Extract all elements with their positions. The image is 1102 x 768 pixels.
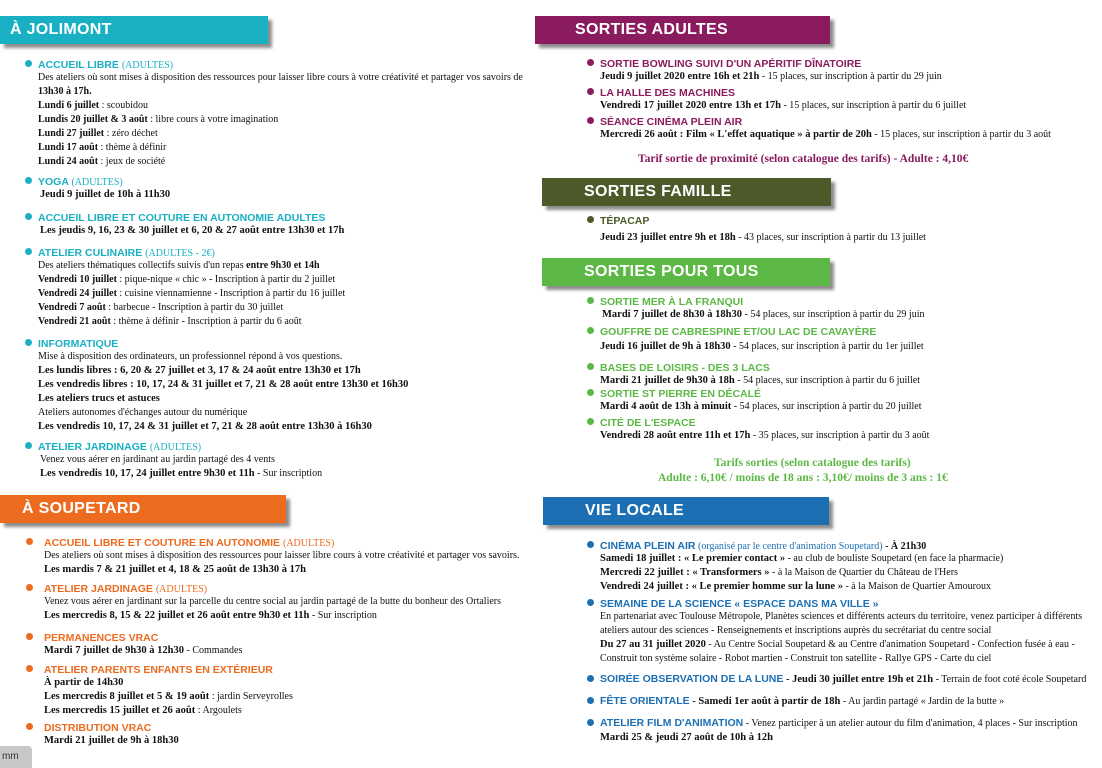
bullet-icon	[26, 633, 33, 640]
sortie-tous-date: Mardi 21 juillet de 9h30 à 18h - 54 places, sur inscription à partir du 6 juillet	[600, 375, 920, 386]
bullet-icon	[25, 177, 32, 184]
bullet-icon	[587, 59, 594, 66]
list-item: Lundi 6 juillet : scoubidou	[38, 100, 149, 111]
informatique-section	[38, 338, 408, 434]
cinema-title: CINÉMA PLEIN AIR (organisé par le centre d'animation Soupetard) - À 21h30	[600, 540, 1086, 552]
vrac-date: Mardi 7 juillet de 9h30 à 12h30 - Commandes	[44, 645, 243, 656]
list-item: Vendredi 7 août : barbecue - Inscription à partir du 30 juillet	[38, 302, 284, 313]
sortie-date: Jeudi 9 juillet 2020 entre 16h et 21h - 15 places, sur inscription à partir du 29 juin	[600, 71, 942, 82]
yoga-section	[38, 176, 170, 202]
tepacap-title: TÉPACAP	[600, 215, 926, 227]
sortie-tous-title: CITÉ DE L'ESPACE	[600, 417, 929, 429]
informatique-line: Ateliers autonomes d'échanges autour du numérique	[38, 407, 248, 418]
sorties-adultes-heading: SORTIES ADULTES	[535, 16, 830, 44]
sorties-tous-heading: SORTIES POUR TOUS	[542, 258, 830, 286]
couture-jolimont-title: ACCUEIL LIBRE ET COUTURE EN AUTONOMIE ADULTES	[38, 212, 344, 224]
bullet-icon	[587, 363, 594, 370]
fete-line: FÊTE ORIENTALE - Samedi 1er août à partir de 18h - Au jardin partagé « Jardin de la butte »	[600, 694, 1086, 709]
footer-tab: mm	[0, 746, 32, 768]
cinema-item: Vendredi 24 juillet : « Le premier homme sur la lune » - à la Maison de Quartier Amouroux	[600, 581, 991, 592]
list-item: Lundi 17 août : thème à définir	[38, 142, 167, 153]
sorties-tous-section	[600, 296, 929, 443]
sortie-title: SÉANCE CINÉMA PLEIN AIR	[600, 116, 1051, 128]
informatique-line: Les vendredis libres : 10, 17, 24 & 31 juillet et 7, 21 & 28 août entre 13h30 et 16h30	[38, 379, 409, 390]
jardinage-soupetard-date: Les mercredis 8, 15 & 22 juillet et 26 août entre 9h30 et 11h - Sur inscription	[44, 610, 377, 621]
vie-locale-section	[600, 540, 1086, 745]
tepacap-date: Jeudi 23 juillet entre 9h et 18h - 43 places, sur inscription à partir du 13 juillet	[600, 232, 926, 243]
bullet-icon	[587, 389, 594, 396]
bullet-icon	[587, 216, 594, 223]
bullet-icon	[587, 88, 594, 95]
science-title: SEMAINE DE LA SCIENCE « ESPACE DANS MA VILLE »	[600, 598, 1086, 610]
list-item: Lundi 24 août : jeux de société	[38, 156, 166, 167]
list-item: Vendredi 10 juillet : pique-nique « chic » - Inscription à partir du 2 juillet	[38, 274, 336, 285]
jardinage-soupetard-section	[44, 583, 501, 623]
cinema-item: Samedi 18 juillet : « Le premier contact » - au club de bouliste Soupetard (en face la pharmacie)	[600, 553, 1004, 564]
yoga-date: Jeudi 9 juillet de 10h à 11h30	[40, 189, 171, 200]
sorties-famille-heading: SORTIES FAMILLE	[542, 178, 831, 206]
parents-line: À partir de 14h30	[44, 677, 124, 688]
bullet-icon	[26, 538, 33, 545]
informatique-title: INFORMATIQUE	[38, 338, 408, 350]
film-line: ATELIER FILM D'ANIMATION - Venez participer à un atelier autour du film d'animation, 4 places - Sur inscription	[600, 716, 1086, 731]
film-date: Mardi 25 & jeudi 27 août de 10h à 12h	[600, 732, 773, 743]
jardinage-jolimont-title: ATELIER JARDINAGE (ADULTES)	[38, 441, 322, 453]
accueil-libre-section	[38, 59, 523, 169]
list-item: Lundis 20 juillet & 3 août : libre cours à votre imagination	[38, 114, 279, 125]
jardinage-jolimont-date: Les vendredis 10, 17, 24 juillet entre 9h30 et 11h - Sur inscription	[40, 468, 323, 479]
sortie-date: Mercredi 26 août : Film « L'effet aquatique » à partir de 20h - 15 places, sur inscription à partir du 3 août	[600, 129, 1051, 140]
bullet-icon	[25, 60, 32, 67]
bullet-icon	[587, 719, 594, 726]
couture-soupetard-section	[44, 537, 519, 577]
parents-title: ATELIER PARENTS ENFANTS EN EXTÉRIEUR	[44, 664, 293, 676]
list-item: Lundi 27 juillet : zéro déchet	[38, 128, 158, 139]
tarif-tous-2: Adulte : 6,10€ / moins de 18 ans : 3,10€/ moins de 3 ans : 1€	[658, 472, 948, 484]
bullet-icon	[587, 327, 594, 334]
bullet-icon	[587, 297, 594, 304]
bullet-icon	[587, 117, 594, 124]
sortie-tous-title: GOUFFRE DE CABRESPINE ET/OU LAC DE CAVAYÈRE	[600, 326, 929, 338]
couture-soupetard-date: Les mardis 7 & 21 juillet et 4, 18 & 25 août de 13h30 à 17h	[44, 564, 306, 575]
sortie-date: Vendredi 17 juillet 2020 entre 13h et 17h - 15 places, sur inscription à partir du 6 juillet	[600, 100, 967, 111]
science-line: Construit ton système solaire - Robot martien - Construit ton satellite - Rallye GPS - Carte du ciel	[600, 653, 992, 664]
science-line: ateliers autour des sciences - Renseignements et inscriptions auprès du secrétariat du centre social	[600, 625, 992, 636]
couture-soupetard-desc: Des ateliers où sont mises à disposition des ressources pour laisser libre cours à votre créativité et partager vos savoirs.	[44, 550, 520, 561]
bullet-icon	[25, 248, 32, 255]
jardinage-jolimont-section	[38, 441, 322, 481]
sortie-tous-title: SORTIE MER À LA FRANQUI	[600, 296, 929, 308]
jardinage-soupetard-desc: Venez vous aérer en jardinant sur la parcelle du centre social au jardin partagé de la butte du bonheur des Ortaliers	[44, 596, 502, 607]
sorties-famille-section	[600, 215, 926, 245]
list-item: Vendredi 21 août : thème à définir - Inscription à partir du 6 août	[38, 316, 302, 327]
vrac-section	[44, 632, 242, 658]
sortie-tous-date: Vendredi 28 août entre 11h et 17h - 35 places, sur inscription à partir du 3 août	[600, 430, 930, 441]
accueil-desc-2: 13h30 à 17h.	[38, 86, 92, 97]
jolimont-heading: À JOLIMONT	[0, 16, 268, 44]
bullet-icon	[587, 599, 594, 606]
science-line: En partenariat avec Toulouse Métropole, Planètes sciences et différents acteurs du territoire, venez participer à différents	[600, 611, 1083, 622]
bullet-icon	[587, 675, 594, 682]
yoga-title: YOGA (ADULTES)	[38, 176, 170, 188]
bullet-icon	[587, 418, 594, 425]
informatique-line: Les vendredis 10, 17, 24 & 31 juillet et 7, 21 & 28 août entre 13h30 à 16h30	[38, 421, 372, 432]
distribution-date: Mardi 21 juillet de 9h à 18h30	[44, 735, 179, 746]
bullet-icon	[25, 213, 32, 220]
science-line: Du 27 au 31 juillet 2020 - Au Centre Social Soupetard & au Centre d'animation Soupetard - Confection fusée à eau -	[600, 639, 1075, 650]
accueil-libre-title: ACCUEIL LIBRE (ADULTES)	[38, 59, 523, 71]
culinaire-section	[38, 247, 345, 329]
jardinage-soupetard-title: ATELIER JARDINAGE (ADULTES)	[44, 583, 501, 595]
vrac-title: PERMANENCES VRAC	[44, 632, 242, 644]
informatique-line: Mise à disposition des ordinateurs, un professionnel répond à vos questions.	[38, 351, 343, 362]
informatique-line: Les ateliers trucs et astuces	[38, 393, 160, 404]
sortie-title: LA HALLE DES MACHINES	[600, 87, 1051, 99]
parents-line: Les mercredis 15 juillet et 26 août : Argoulets	[44, 705, 242, 716]
sortie-tous-date: Mardi 4 août de 13h à minuit - 54 places, sur inscription à partir du 20 juillet	[600, 401, 922, 412]
sortie-tous-title: BASES DE LOISIRS - DES 3 LACS	[600, 362, 929, 374]
distribution-section	[44, 722, 179, 748]
sortie-tous-date: Jeudi 16 juillet de 9h à 18h30 - 54 places, sur inscription à partir du 1er juillet	[600, 341, 924, 352]
lune-line: SOIRÉE OBSERVATION DE LA LUNE - Jeudi 30 juillet entre 19h et 21h - Terrain de foot coté école Soupetard	[600, 672, 1086, 687]
sortie-title: SORTIE BOWLING SUIVI D'UN APÉRITIF DÎNATOIRE	[600, 58, 1051, 70]
bullet-icon	[26, 723, 33, 730]
cinema-item: Mercredi 22 juillet : « Transformers » - à la Maison de Quartier du Château de l'Hers	[600, 567, 958, 578]
bullet-icon	[25, 339, 32, 346]
sortie-tous-date: Mardi 7 juillet de 8h30 à 18h30 - 54 places, sur inscription à partir du 29 juin	[602, 309, 925, 320]
distribution-title: DISTRIBUTION VRAC	[44, 722, 179, 734]
parents-section	[44, 664, 293, 718]
jardinage-jolimont-desc: Venez vous aérer en jardinant au jardin partagé des 4 vents	[40, 454, 275, 465]
tarif-tous-1: Tarifs sorties (selon catalogue des tarifs)	[714, 457, 911, 469]
culinaire-intro: Des ateliers thématiques collectifs suivis d'un repas entre 9h30 et 14h	[38, 260, 320, 271]
sortie-tous-title: SORTIE ST PIERRE EN DÉCALÉ	[600, 388, 929, 400]
bullet-icon	[587, 697, 594, 704]
bullet-icon	[25, 442, 32, 449]
informatique-line: Les lundis libres : 6, 20 & 27 juillet et 3, 17 & 24 août entre 13h30 et 17h	[38, 365, 361, 376]
couture-soupetard-title: ACCUEIL LIBRE ET COUTURE EN AUTONOMIE (ADULTES)	[44, 537, 519, 549]
couture-jolimont-date: Les jeudis 9, 16, 23 & 30 juillet et 6, 20 & 27 août entre 13h30 et 17h	[40, 225, 345, 236]
vie-locale-heading: VIE LOCALE	[543, 497, 829, 525]
soupetard-heading: À SOUPETARD	[0, 495, 286, 523]
list-item: Vendredi 24 juillet : cuisine viennamienne - Inscription à partir du 16 juillet	[38, 288, 346, 299]
couture-jolimont-section	[38, 212, 344, 238]
parents-line: Les mercredis 8 juillet et 5 & 19 août : jardin Serveyrolles	[44, 691, 293, 702]
bullet-icon	[587, 541, 594, 548]
bullet-icon	[26, 665, 33, 672]
culinaire-title: ATELIER CULINAIRE (ADULTES - 2€)	[38, 247, 345, 259]
accueil-desc-1: Des ateliers où sont mises à disposition des ressources pour laisser libre cours à votre créativité et partager vos savoirs de	[38, 72, 523, 83]
tarif-adultes: Tarif sortie de proximité (selon catalogue des tarifs) - Adulte : 4,10€	[638, 153, 969, 165]
bullet-icon	[26, 584, 33, 591]
sorties-adultes-section	[600, 58, 1051, 142]
